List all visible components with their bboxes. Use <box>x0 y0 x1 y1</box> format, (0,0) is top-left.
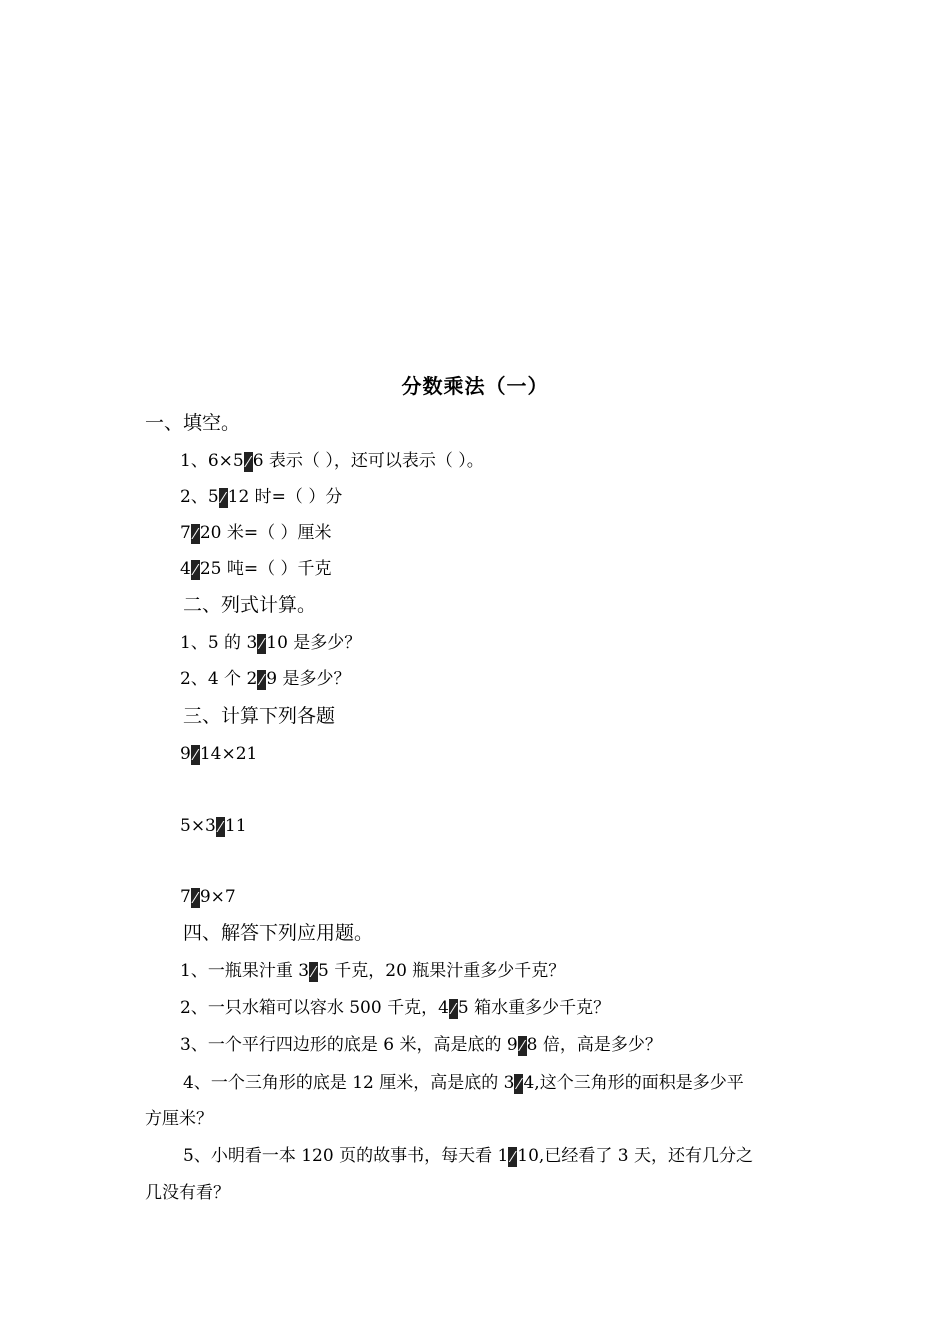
s3-expression-3: 7 ⁄ 9×7 <box>180 887 236 907</box>
fraction-slash: ⁄ <box>257 634 266 654</box>
fraction-slash: ⁄ <box>191 745 200 765</box>
fraction-slash: ⁄ <box>257 670 266 690</box>
s3-expression-1: 9 ⁄ 14×21 <box>180 744 258 764</box>
s4-question-4-line-1: 4、一个三角形的底是 12 厘米，高是底的 3 ⁄ 4,这个三角形的面积是多少平 <box>183 1073 744 1093</box>
fraction-slash: ⁄ <box>219 488 228 508</box>
s1-question-2b: 7 ⁄ 20 米=（ ）厘米 <box>180 523 332 543</box>
fraction-slash: ⁄ <box>449 999 458 1019</box>
s2-question-1: 1、5 的 3 ⁄ 10 是多少？ <box>180 633 362 653</box>
s4-question-4-line-2: 方厘米？ <box>145 1109 213 1129</box>
s2-question-2: 2、4 个 2 ⁄ 9 是多少？ <box>180 669 351 689</box>
fraction-slash: ⁄ <box>309 962 318 982</box>
s4-question-1: 1、一瓶果汁重 3 ⁄ 5 千克，20 瓶果汁重多少千克？ <box>180 961 566 981</box>
fraction-slash: ⁄ <box>191 888 200 908</box>
section-3-heading: 三、计算下列各题 <box>183 705 336 727</box>
section-4-heading: 四、解答下列应用题。 <box>183 922 374 944</box>
fraction-slash: ⁄ <box>191 524 200 544</box>
section-1-heading: 一、填空。 <box>145 412 241 434</box>
fraction-slash: ⁄ <box>244 452 253 472</box>
fraction-slash: ⁄ <box>518 1036 527 1056</box>
s3-expression-2: 5×3 ⁄ 11 <box>180 816 247 836</box>
s4-question-2: 2、一只水箱可以容水 500 千克，4 ⁄ 5 箱水重多少千克？ <box>180 998 611 1018</box>
s1-question-1: 1、6×5 ⁄ 6 表示（ ），还可以表示（ ）。 <box>180 451 484 471</box>
s4-question-3: 3、一个平行四边形的底是 6 米，高是底的 9 ⁄ 8 倍，高是多少？ <box>180 1035 662 1055</box>
fraction-slash: ⁄ <box>514 1074 523 1094</box>
s1-question-2c: 4 ⁄ 25 吨=（ ）千克 <box>180 559 332 579</box>
fraction-slash: ⁄ <box>216 817 225 837</box>
page-title: 分数乘法（一） <box>401 374 549 398</box>
fraction-slash: ⁄ <box>508 1147 517 1167</box>
s4-question-5-line-1: 5、小明看一本 120 页的故事书，每天看 1 ⁄ 10,已经看了 3 天，还有几分之 <box>183 1146 753 1166</box>
fraction-slash: ⁄ <box>191 560 200 580</box>
s4-question-5-line-2: 几没有看？ <box>145 1183 230 1203</box>
s1-question-2: 2、5 ⁄ 12 时=（ ）分 <box>180 487 343 507</box>
section-2-heading: 二、列式计算。 <box>183 594 317 616</box>
